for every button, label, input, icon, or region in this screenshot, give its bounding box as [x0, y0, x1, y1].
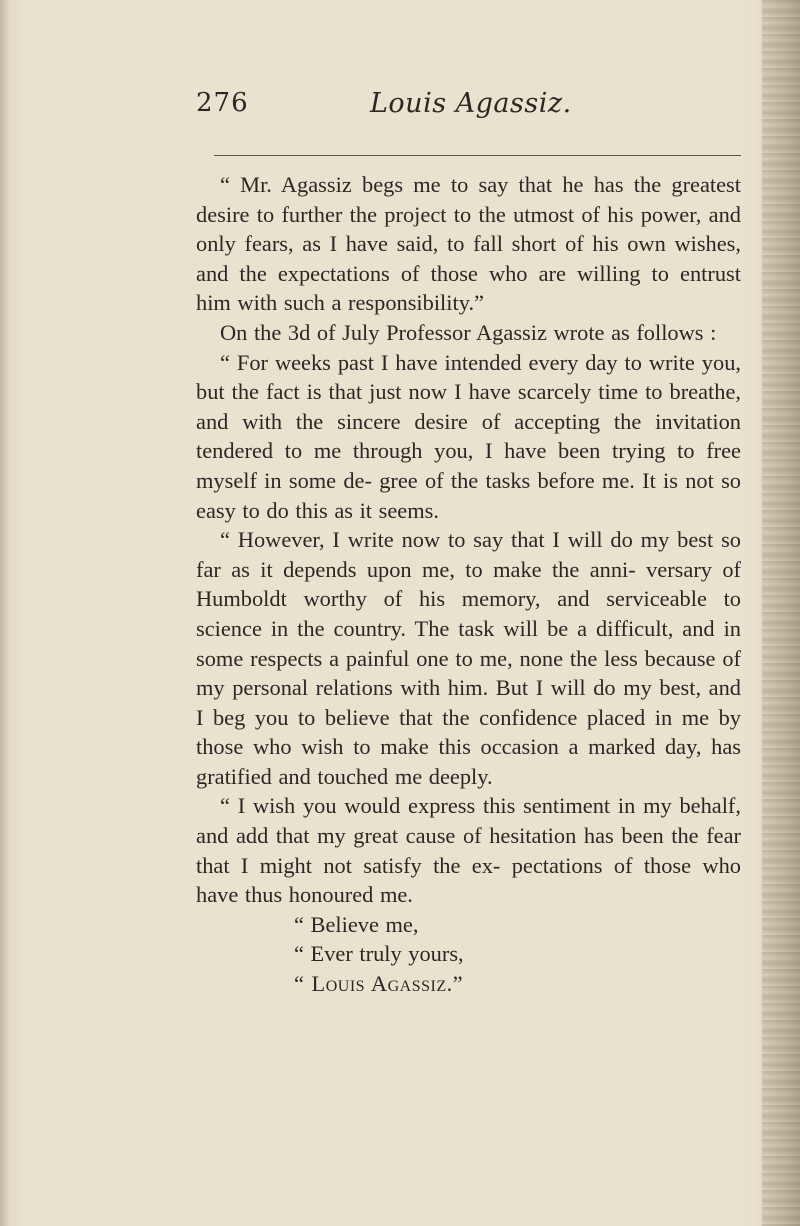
- page-header: [196, 88, 741, 128]
- paragraph-2: On the 3d of July Professor Agassiz wrote as follows :: [220, 319, 717, 345]
- closing-line-1: “ Believe me,: [294, 911, 419, 937]
- paragraph-5: “ I wish you would express this sentiment in my behalf, and add that my great cause of hesitation has been the fear that I might not satisfy the ex- pectations of those who have thus honoured me.: [196, 793, 741, 908]
- paragraph-1: “ Mr. Agassiz begs me to say that he has the greatest desire to further the project to the utmost of his power, and only fears, as I have said, to fall short of his own wishes, and the expectations of those who are willing to entrust him with such a responsibility.”: [196, 172, 741, 316]
- closing-line-2: “ Ever truly yours,: [294, 941, 464, 967]
- paragraph-3: “ For weeks past I have intended every day to write you, but the fact is that just now I have scarcely time to breathe, and with the sincere desire of accepting the invitation tendered to me through you, I have been trying to free myself in some de- gree of the tasks before me. It is not so easy to do this as it seems.: [196, 349, 741, 523]
- header-rule: [214, 155, 741, 156]
- page-edge-shadow: [762, 0, 800, 1226]
- page-number: 276: [196, 88, 249, 118]
- running-title: Louis Agassiz.: [370, 88, 572, 119]
- paragraph-4: “ However, I write now to say that I will do my best so far as it depends upon me, to make the anni- versary of Humboldt worthy of his memory, and serviceable to science in the country. The task will be a difficult, and in some respects a painful one to me, none the less because of my personal relations with him. But I will do my best, and I beg you to believe that the confidence placed in me by those who wish to make this occasion a marked day, has gratified and touched me deeply.: [196, 527, 741, 789]
- body-text: [196, 170, 741, 999]
- signature: “ Louis Agassiz.”: [294, 971, 464, 997]
